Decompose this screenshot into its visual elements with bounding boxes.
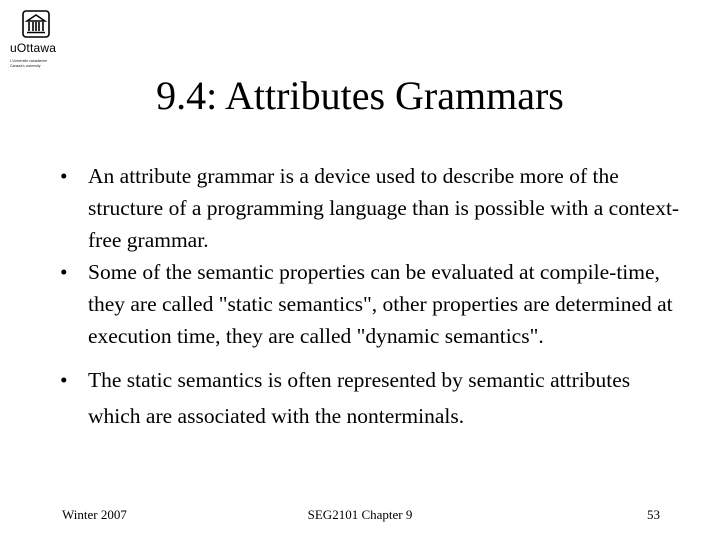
- bullet-item: [60, 256, 680, 352]
- bullet-dot: •: [60, 164, 68, 188]
- bullet-list: [60, 160, 680, 434]
- bullet-dot: •: [60, 368, 68, 392]
- bullet-dot: •: [60, 260, 68, 284]
- university-logo: [8, 8, 72, 72]
- bullet-item: [60, 362, 680, 434]
- logo-tagline-line: L’Université canadienne: [10, 59, 48, 63]
- university-building-icon: [22, 10, 50, 38]
- bullet-item: [60, 160, 680, 256]
- bullet-text: The static semantics is often represented by semantic attributes which are associated with the nonterminals.: [88, 368, 631, 428]
- footer-page-number: 53: [647, 507, 660, 522]
- bullet-text: Some of the semantic properties can be evaluated at compile-time, they are called "static semantics", other properties are determined at execution time, they are called "dynamic semantics".: [88, 260, 673, 348]
- logo-wordmark: uOttawa: [10, 41, 57, 55]
- logo-tagline: [10, 59, 47, 68]
- bullet-text: An attribute grammar is a device used to describe more of the structure of a programming language than is possible with a context-free grammar.: [88, 164, 680, 252]
- logo-tagline-line: Canada’s university: [10, 63, 41, 68]
- footer-course: SEG2101 Chapter 9: [307, 507, 413, 522]
- slide-title: 9.4: Attributes Grammars: [156, 73, 564, 118]
- footer-date: Winter 2007: [62, 507, 127, 522]
